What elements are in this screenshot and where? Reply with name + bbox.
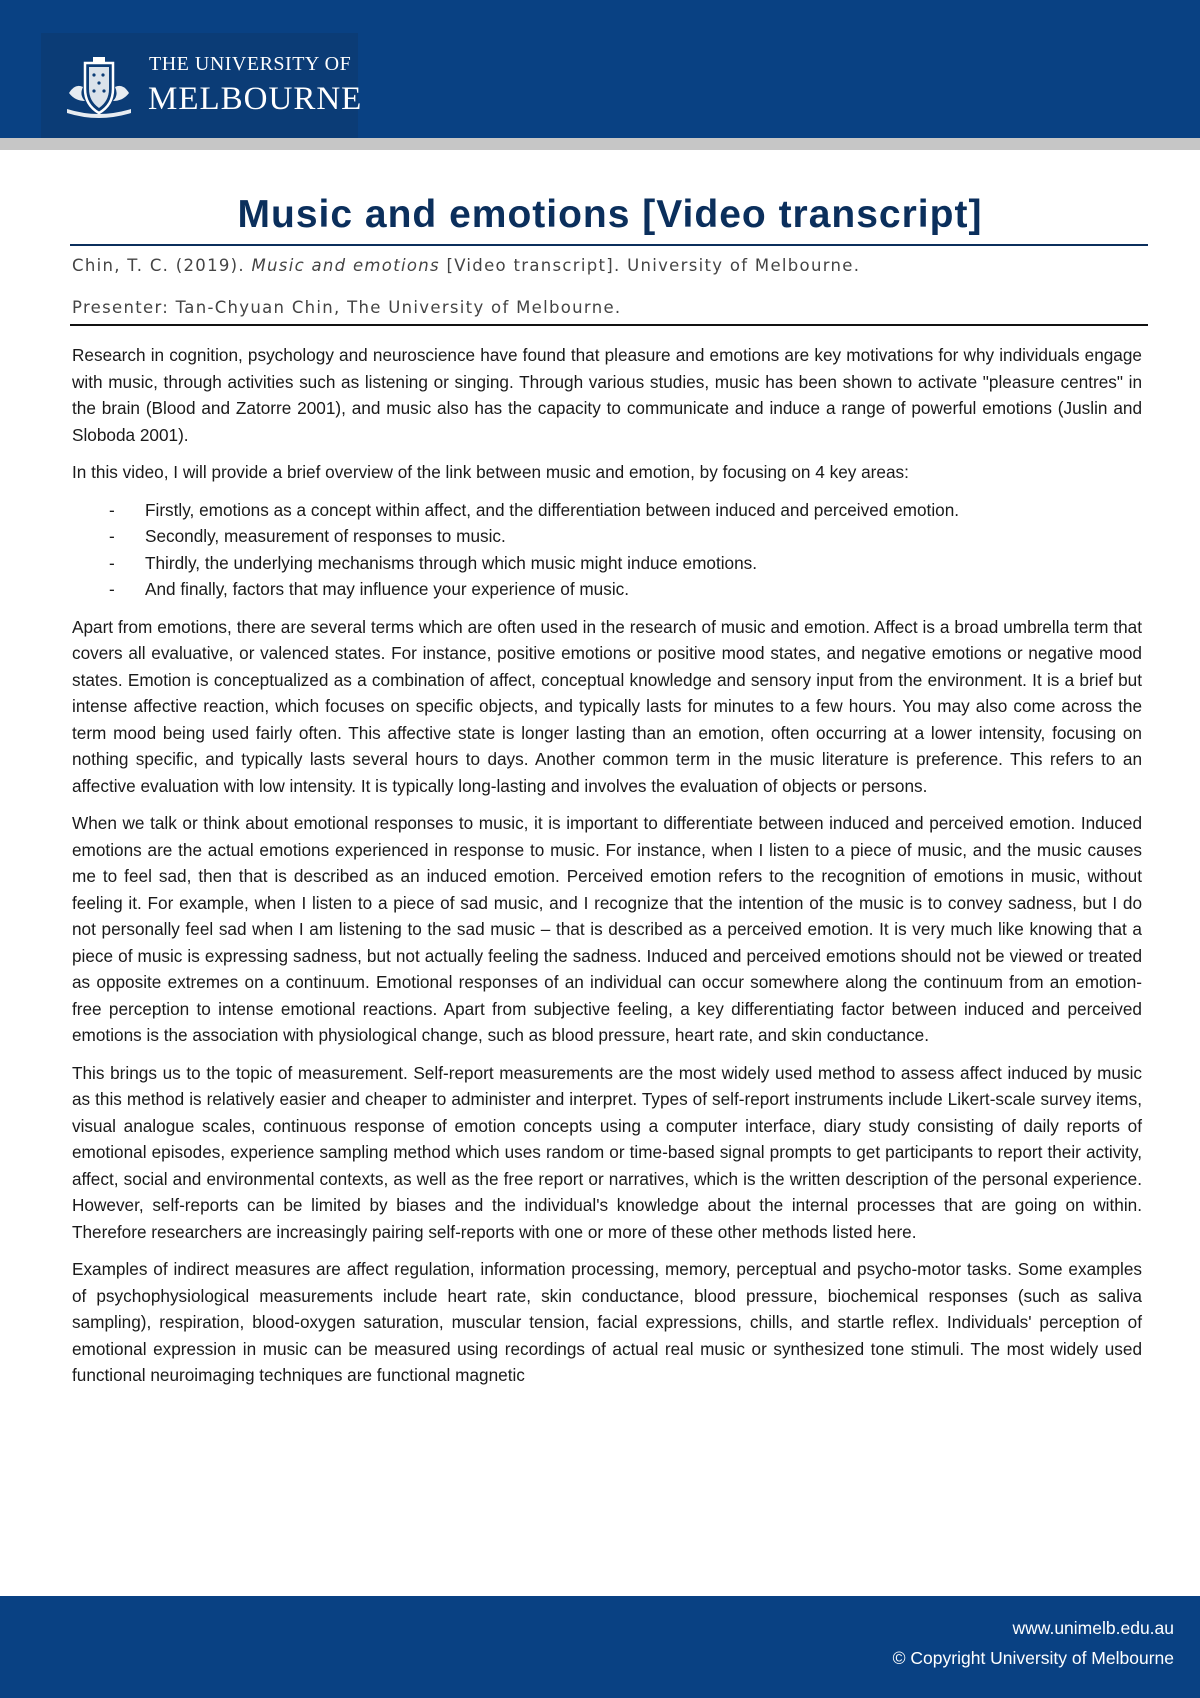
- university-crest-icon: [59, 49, 139, 121]
- bullet-dash: -: [109, 526, 115, 546]
- citation-suffix: [Video transcript]. University of Melbourne.: [439, 256, 861, 275]
- paragraph-overview: In this video, I will provide a brief overview of the link between music and emotion, by focusing on 4 key areas:: [72, 462, 909, 482]
- list-item: [72, 523, 1142, 550]
- university-logo[interactable]: [41, 33, 363, 138]
- list-item-text: Firstly, emotions as a concept within affect, and the differentiation between induced and perceived emotion.: [145, 499, 960, 520]
- citation-prefix: Chin, T. C. (2019).: [72, 256, 252, 275]
- list-item-text: Thirdly, the underlying mechanisms through which music might induce emotions.: [145, 552, 758, 573]
- bullet-dash: -: [109, 579, 115, 599]
- list-item-text: And finally, factors that may influence your experience of music.: [145, 579, 630, 599]
- paragraph-measurement: This brings us to the topic of measurement. Self-report measurements are the most widely used method to assess affect induced by music as this method is relatively easier and cheaper to administer and interpret. Types of self-report instruments include Likert-scale survey items, visual analogue scales, continuous response of emotion concepts using a computer interface, diary study consisting of daily reports of emotional episodes, experience sampling method which uses random or time-based signal prompts to get participants to report their activity, affect, social and environmental contexts, as well as the free report or narratives, which is the written description of the personal experience. However, self-reports can be limited by biases and the individual's knowledge about the internal processes that are going on within. Therefore researchers are increasingly pairing self-reports with one or more of these other methods listed here.: [72, 1062, 1142, 1242]
- list-item-text: Secondly, measurement of responses to music.: [145, 526, 506, 546]
- footer-copyright: © Copyright University of Melbourne: [892, 1648, 1174, 1668]
- transcript-body: [72, 342, 1142, 1400]
- bullet-dash: -: [109, 499, 115, 520]
- logo-text-line2: MELBOURNE: [148, 81, 363, 117]
- footer-band: [0, 1596, 1200, 1698]
- paragraph-indirect-measures: Examples of indirect measures are affect regulation, information processing, memory, perceptual and psycho-motor tasks. Some examples of psychophysiological measurements include heart rate, skin conductance, blood pressure, biochemical responses (such as saliva sampling), respiration, blood-oxygen saturation, muscular tension, facial expressions, chills, and startle reflex. Individuals' perception of emotional expression in music can be measured using recordings of actual real music or synthesized tone stimuli. The most widely used functional neuroimaging techniques are functional magnetic: [72, 1259, 1142, 1385]
- paragraph-induced-perceived: When we talk or think about emotional responses to music, it is important to differentiate between induced and perceived emotion. Induced emotions are the actual emotions experienced in response to music. For instance, when I listen to a piece of music, and the music causes me to feel sad, then that is described as an induced emotion. Perceived emotion refers to the recognition of emotions in music, without feeling it. For example, when I listen to a piece of sad music, and I recognize that the intention of the music is to convey sadness, but I do not personally feel sad when I am listening to the sad music – that is described as a perceived emotion. It is very much like knowing that a piece of music is expressing sadness, but not actually feeling the sadness. Induced and perceived emotions should not be viewed or treated as opposite extremes on a continuum. Emotional responses of an individual can occur somewhere along the continuum from an emotion-free perception to intense emotional reactions. Apart from subjective feeling, a key differentiating factor between induced and perceived emotions is the association with physiological change, such as blood pressure, heart rate, and skin conductance.: [72, 813, 1142, 1045]
- presenter: Presenter: Tan-Chyuan Chin, The University of Melbourne.: [72, 298, 622, 317]
- bullet-dash: -: [109, 552, 115, 573]
- paragraph-terms: Apart from emotions, there are several terms which are often used in the research of music and emotion. Affect is a broad umbrella term that covers all evaluative, or valenced states. For instance, positive emotions or positive mood states, and negative emotions or negative mood states. Emotion is conceptualized as a combination of affect, conceptual knowledge and sensory input from the environment. It is a brief but intense affective reaction, which focuses on specific objects, and typically lasts for minutes to a few hours. You may also come across the term mood being used fairly often. This affective state is longer lasting than an emotion, often occurring at a lower intensity, focusing on nothing specific, and typically lasts several hours to days. Another common term in the music literature is preference. This refers to an affective evaluation with low intensity. It is typically long-lasting and involves the evaluation of objects or persons.: [72, 616, 1142, 796]
- paragraph-intro: Research in cognition, psychology and neuroscience have found that pleasure and emotions are key motivations for why individuals engage with music, through activities such as listening or singing. Through various studies, music has been shown to activate "pleasure centres" in the brain (Blood and Zatorre 2001), and music also has the capacity to communicate and induce a range of powerful emotions (Juslin and Sloboda 2001).: [72, 345, 1142, 445]
- citation: [72, 256, 860, 275]
- list-item: [72, 576, 1142, 603]
- title-divider: [70, 244, 1148, 246]
- logo-text-line1: THE UNIVERSITY OF: [149, 53, 352, 75]
- citation-title: Music and emotions: [251, 256, 440, 275]
- meta-divider: [70, 324, 1148, 326]
- footer-url-link[interactable]: www.unimelb.edu.au: [1012, 1618, 1174, 1638]
- list-item: [72, 550, 1142, 577]
- header-divider: [0, 138, 1200, 150]
- key-areas-list: [72, 497, 1142, 603]
- page-title: Music and emotions [Video transcript]: [237, 193, 983, 236]
- list-item: [72, 497, 1142, 524]
